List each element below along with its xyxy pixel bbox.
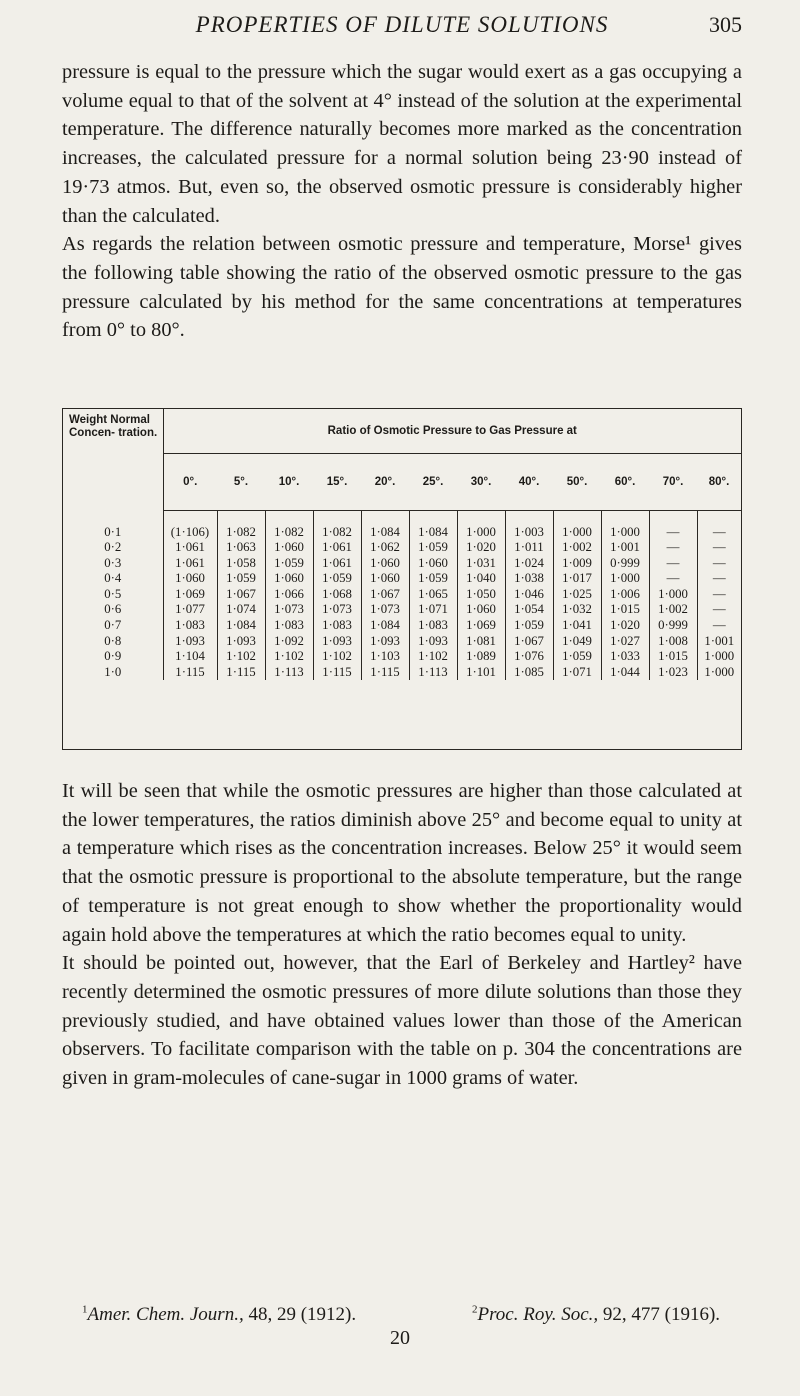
table-row [63, 571, 741, 587]
ratio-cell: 1·083 [313, 618, 361, 634]
ratio-cell: 1·033 [601, 649, 649, 665]
ratio-cell: 1·061 [175, 540, 205, 555]
table-row [63, 634, 741, 650]
ratio-cell: 1·015 [601, 602, 649, 618]
ratio-cell: 1·063 [217, 540, 265, 556]
ratio-cell: 1·083 [265, 618, 313, 634]
ratio-cell: 1·001 [697, 634, 741, 650]
signature-mark: 20 [390, 1327, 410, 1349]
ratio-cell: 1·067 [505, 634, 553, 650]
ratio-cell: 1·059 [265, 556, 313, 572]
ratio-cell: 1·093 [409, 634, 457, 650]
table-row [63, 602, 741, 618]
ratio-cell: 1·115 [175, 664, 205, 679]
column-header-concentration: Weight Normal Concen- tration. [63, 409, 163, 510]
ratio-cell: 1·001 [601, 540, 649, 556]
temperature-header: 20°. [361, 453, 409, 510]
ratio-cell: 1·027 [601, 634, 649, 650]
ratio-cell: 1·093 [217, 634, 265, 650]
footnote-citation: 92, 477 (1916). [598, 1304, 721, 1325]
ratio-cell: 1·082 [313, 525, 361, 541]
ratio-cell: 1·020 [601, 618, 649, 634]
ratio-cell: 1·061 [313, 540, 361, 556]
ratio-cell: 1·115 [217, 665, 265, 681]
ratio-cell: 1·060 [265, 571, 313, 587]
ratio-cell: 1·093 [175, 633, 205, 648]
ratio-cell: 1·082 [265, 525, 313, 541]
ratio-cell: 1·103 [361, 649, 409, 665]
ratio-cell: 1·044 [601, 665, 649, 681]
temperature-header: 70°. [649, 453, 697, 510]
ratio-cell: 1·049 [553, 634, 601, 650]
temperature-header: 80°. [697, 453, 741, 510]
paragraph: As regards the relation between osmotic pressure and temperature, Morse¹ gives the following table showing the ratio of the observed osmotic pressure to the gas pressure calculated by his method for the same concentrations at temperatures from 0° to 80°. [62, 233, 742, 342]
ratio-cell: 1·093 [361, 634, 409, 650]
ratio-cell: 1·077 [175, 602, 205, 617]
ratio-cell: 1·113 [265, 665, 313, 681]
ratio-cell: 1·085 [505, 665, 553, 681]
ratio-cell: 1·020 [457, 540, 505, 556]
paragraph: pressure is equal to the pressure which the sugar would exert as a gas occupying a volume equal to that of the solvent at 4° instead of the solution at the experimental temperature. The difference naturally becomes more marked as the concentration increases, the calculated pressure for a normal solution being 23·90 instead of 19·73 atmos. But, even so, the observed osmotic pressure is considerably higher than the calculated. [62, 61, 742, 227]
ratio-cell: 1·000 [457, 525, 505, 541]
concentration-cell: 0·8 [63, 634, 163, 650]
table-row [63, 540, 741, 556]
footnote-citation: 48, 29 (1912). [243, 1304, 357, 1325]
ratio-cell: 1·000 [601, 571, 649, 587]
ratio-cell: — [649, 571, 697, 587]
temperature-header: 0°. [163, 453, 217, 510]
ratio-cell: 1·046 [505, 587, 553, 603]
ratio-cell: 1·102 [409, 649, 457, 665]
footnote-journal: Proc. Roy. Soc., [477, 1304, 599, 1325]
ratio-cell: 1·060 [457, 602, 505, 618]
temperature-header: 30°. [457, 453, 505, 510]
table-row [63, 618, 741, 634]
ratio-cell: 1·082 [217, 525, 265, 541]
ratio-cell: 1·017 [553, 571, 601, 587]
ratio-cell: — [697, 540, 741, 556]
ratio-cell: 1·059 [217, 571, 265, 587]
page-number: 305 [709, 12, 742, 37]
ratio-cell: 1·040 [457, 571, 505, 587]
ratio-cell: 1·025 [553, 587, 601, 603]
ratio-cell: 1·102 [217, 649, 265, 665]
running-title: PROPERTIES OF DILUTE SOLUTIONS [195, 12, 609, 37]
ratio-cell: — [697, 556, 741, 572]
ratio-cell: 1·092 [265, 634, 313, 650]
paragraph: It should be pointed out, however, that the Earl of Berkeley and Hartley² have recently determined the osmotic pressures of more dilute solutions than those they previously studied, and have obtained values lower than those of the American observers. To facilitate comparison with the table on p. 304 the concentrations are given in gram-molecules of cane-sugar in 1000 grams of water. [62, 952, 742, 1090]
ratio-cell: 1·093 [313, 634, 361, 650]
ratio-cell: 1·041 [553, 618, 601, 634]
ratio-cell: 1·101 [457, 665, 505, 681]
ratio-cell: 1·084 [361, 618, 409, 634]
ratio-cell: 1·009 [553, 556, 601, 572]
ratio-cell: 1·000 [649, 587, 697, 603]
ratio-cell: 1·000 [697, 649, 741, 665]
ratio-cell: 1·115 [361, 665, 409, 681]
ratio-cell: 1·060 [361, 571, 409, 587]
ratio-cell: 1·073 [265, 602, 313, 618]
table-row [63, 587, 741, 603]
concentration-cell: 0·4 [63, 571, 163, 587]
ratio-cell: 1·071 [553, 665, 601, 681]
ratio-cell: 1·061 [313, 556, 361, 572]
ratio-cell: 1·059 [553, 649, 601, 665]
ratio-cell: — [697, 525, 741, 541]
ratio-cell: 1·083 [175, 618, 205, 633]
ratio-cell: 1·060 [175, 571, 205, 586]
concentration-cell: 0·5 [63, 587, 163, 603]
ratio-cell: 1·081 [457, 634, 505, 650]
ratio-cell: 1·104 [175, 649, 205, 664]
ratio-cell: 1·011 [505, 540, 553, 556]
ratio-cell: 1·032 [553, 602, 601, 618]
ratio-cell: 1·059 [409, 540, 457, 556]
ratio-cell: 1·067 [361, 587, 409, 603]
footnote-mark: 2 [472, 1303, 478, 1316]
body-text-top [62, 58, 742, 345]
ratio-cell: 1·071 [409, 602, 457, 618]
ratio-cell: 1·084 [217, 618, 265, 634]
ratio-cell: 1·000 [601, 525, 649, 541]
ratio-cell: 1·059 [505, 618, 553, 634]
table-row [63, 525, 741, 541]
table-row [63, 649, 741, 665]
ratio-cell: 1·060 [361, 556, 409, 572]
ratio-cell: 1·008 [649, 634, 697, 650]
footnote-2 [472, 1302, 720, 1328]
ratio-cell: — [697, 571, 741, 587]
ratio-cell: 1·006 [601, 587, 649, 603]
ratio-cell: 1·069 [175, 586, 205, 601]
ratio-cell: 1·062 [361, 540, 409, 556]
ratio-cell: 1·113 [409, 665, 457, 681]
running-header [62, 12, 742, 44]
ratio-cell: 1·084 [361, 525, 409, 541]
ratio-cell: 1·023 [649, 665, 697, 681]
ratio-cell: 1·038 [505, 571, 553, 587]
ratio-cell: 1·074 [217, 602, 265, 618]
ratio-cell: 1·102 [313, 649, 361, 665]
ratio-cell: 1·000 [553, 525, 601, 541]
ratio-cell: 1·000 [697, 665, 741, 681]
ratio-cell: 1·066 [265, 587, 313, 603]
ratio-cell: 1·015 [649, 649, 697, 665]
body-text-bottom [62, 777, 742, 1093]
ratio-cell: 1·067 [217, 587, 265, 603]
footnote-journal: Amer. Chem. Journ., [87, 1304, 244, 1325]
concentration-cell: 0·6 [63, 602, 163, 618]
ratio-cell: — [649, 525, 697, 541]
concentration-cell: 0·3 [63, 556, 163, 572]
ratio-cell: 1·060 [409, 556, 457, 572]
temperature-header: 40°. [505, 453, 553, 510]
ratio-cell: 1·084 [409, 525, 457, 541]
concentration-cell: 0·1 [63, 525, 163, 541]
ratio-cell: 1·069 [457, 618, 505, 634]
table-row [63, 665, 741, 681]
paragraph: It will be seen that while the osmotic pressures are higher than those calculated at the lower temperatures, the ratios diminish above 25° and become equal to unity at a temperature which rises as the concentration increases. Below 25° it would seem that the osmotic pressure is proportional to the absolute temperature, but the range of temperature is not great enough to show whether the proportionality would again hold above the temperatures at which the ratio becomes equal to unity. [62, 780, 742, 946]
ratio-cell: 1·076 [505, 649, 553, 665]
temperature-header: 60°. [601, 453, 649, 510]
ratio-cell: — [697, 602, 741, 618]
ratio-cell: 1·061 [175, 555, 205, 570]
ratio-cell: (1·106) [170, 524, 210, 539]
ratio-cell: 1·065 [409, 587, 457, 603]
ratio-cell: 1·059 [409, 571, 457, 587]
ratio-cell: 1·058 [217, 556, 265, 572]
temperature-header: 15°. [313, 453, 361, 510]
ratio-cell: — [697, 618, 741, 634]
footnote-1 [82, 1302, 356, 1328]
ratio-cell: — [697, 587, 741, 603]
ratio-cell: 1·059 [313, 571, 361, 587]
ratio-cell: 1·089 [457, 649, 505, 665]
ratio-cell: 1·068 [313, 587, 361, 603]
ratio-cell: 1·083 [409, 618, 457, 634]
ratio-cell: 1·073 [313, 602, 361, 618]
ratio-cell: 1·102 [265, 649, 313, 665]
temperature-header: 25°. [409, 453, 457, 510]
column-header-ratio: Ratio of Osmotic Pressure to Gas Pressure at [163, 409, 741, 453]
ratio-cell: 1·060 [265, 540, 313, 556]
concentration-cell: 0·2 [63, 540, 163, 556]
ratio-cell: 1·050 [457, 587, 505, 603]
ratio-cell: 1·073 [361, 602, 409, 618]
ratio-cell: 1·054 [505, 602, 553, 618]
ratio-cell: 0·999 [649, 618, 697, 634]
ratio-cell: 1·002 [649, 602, 697, 618]
table-row [63, 556, 741, 572]
temperature-header: 10°. [265, 453, 313, 510]
ratio-cell: — [649, 540, 697, 556]
ratio-cell: 1·115 [313, 665, 361, 681]
ratio-cell: 1·024 [505, 556, 553, 572]
concentration-cell: 0·7 [63, 618, 163, 634]
footnote-mark: 1 [82, 1303, 88, 1316]
concentration-cell: 0·9 [63, 649, 163, 665]
ratio-cell: 1·003 [505, 525, 553, 541]
ratio-cell: 0·999 [601, 556, 649, 572]
temperature-header: 50°. [553, 453, 601, 510]
ratio-cell: 1·002 [553, 540, 601, 556]
concentration-cell: 1·0 [63, 665, 163, 681]
ratio-table [62, 408, 742, 750]
ratio-cell: 1·031 [457, 556, 505, 572]
ratio-cell: — [649, 556, 697, 572]
temperature-header: 5°. [217, 453, 265, 510]
